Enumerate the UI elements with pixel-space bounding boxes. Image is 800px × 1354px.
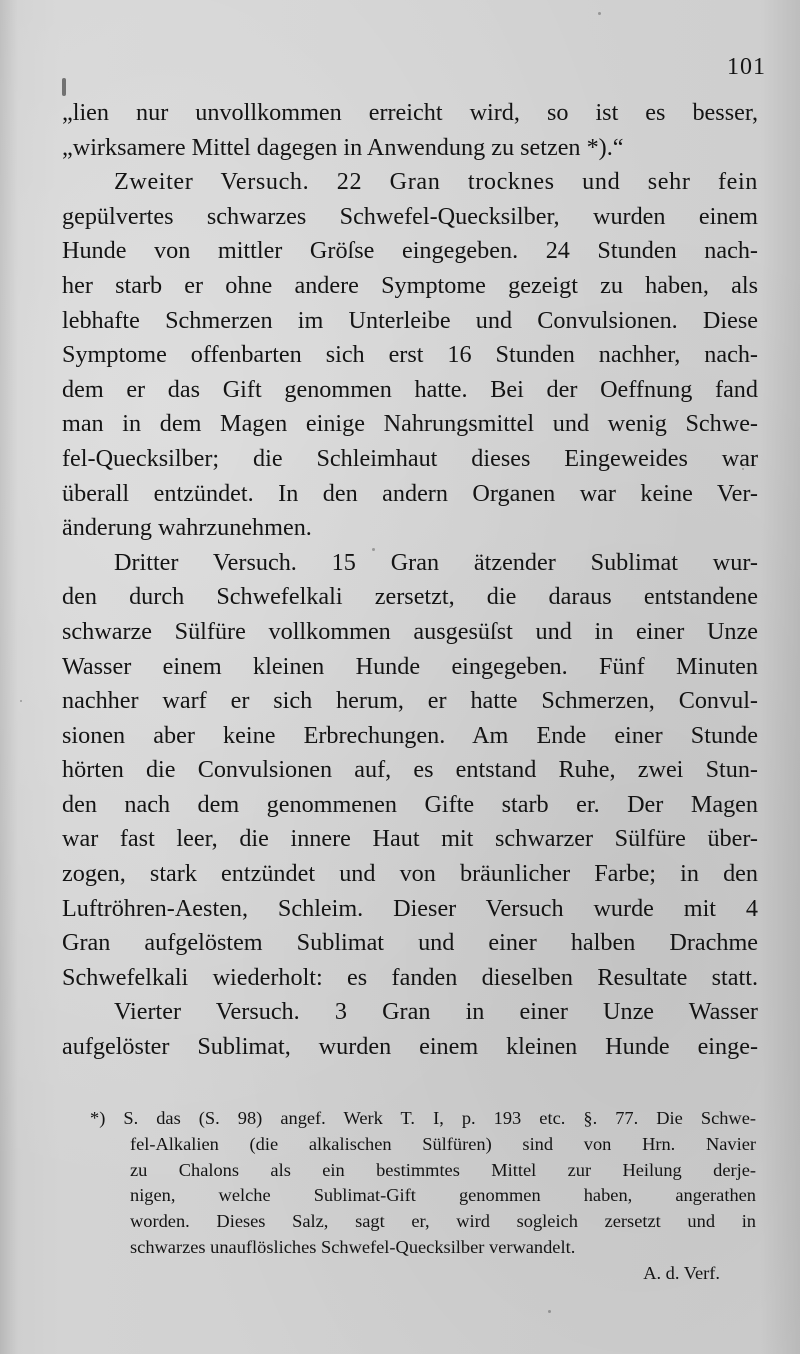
text-line: Vierter Versuch. 3 Gran in einer Unze Wasser [114, 998, 758, 1026]
text-line: Wasser einem kleinen Hunde eingegeben. Fünf Minuten [62, 652, 758, 680]
footnote-line: worden. Dieses Salz, sagt er, wird sogleich zersetzt und in [130, 1211, 756, 1232]
text-line: her starb er ohne andere Symptome gezeigt zu haben, als [62, 271, 758, 299]
page-number: 101 [727, 54, 766, 80]
paper-speck [372, 548, 375, 551]
text-line: Schwefelkali wiederholt: es fanden dieselben Resultate statt. [62, 963, 758, 991]
text-line: Dritter Versuch. 15 Gran ätzender Sublimat wur- [114, 548, 758, 576]
footnote [88, 1106, 756, 1287]
footnote-signature: A. d. Verf. [643, 1262, 720, 1283]
text-line: nachher warf er sich herum, er hatte Schmerzen, Convul- [62, 687, 758, 715]
footnote-line: *) S. das (S. 98) angef. Werk T. I, p. 193 etc. §. 77. Die Schwe- [90, 1108, 756, 1128]
footnote-line: schwarzes unauflösliches Schwefel-Quecksilber verwandelt. [130, 1236, 576, 1257]
text-line: hörten die Convulsionen auf, es entstand Ruhe, zwei Stun- [62, 756, 758, 784]
text-line: Symptome offenbarten sich erst 16 Stunden nachher, nach- [62, 341, 758, 369]
footnote-line: zu Chalons als ein bestimmtes Mittel zur Heilung derje- [130, 1159, 756, 1180]
text-line: fel-Quecksilber; die Schleimhaut dieses Eingeweides war [62, 444, 758, 472]
footnote-line: nigen, welche Sublimat-Gift genommen haben, angerathen [130, 1185, 756, 1206]
text-line: änderung wahrzunehmen. [62, 514, 312, 542]
paper-speck [62, 78, 66, 96]
text-line: man in dem Magen einige Nahrungsmittel und wenig Schwe- [62, 410, 758, 438]
paper-speck [548, 1310, 551, 1313]
text-line: sionen aber keine Erbrechungen. Am Ende einer Stunde [62, 721, 758, 749]
footnote-line: fel-Alkalien (die alkalischen Sülfüren) sind von Hrn. Navier [130, 1133, 756, 1154]
text-line: Gran aufgelöstem Sublimat und einer halben Drachme [62, 929, 758, 957]
text-line: überall entzündet. In den andern Organen war keine Ver- [62, 479, 758, 507]
text-line: den nach dem genommenen Gifte starb er. Der Magen [62, 790, 758, 818]
text-line: aufgelöster Sublimat, wurden einem kleinen Hunde einge- [62, 1033, 758, 1061]
text-line: „wirksamere Mittel dagegen in Anwendung zu setzen *).“ [62, 133, 624, 161]
paper-speck [598, 12, 601, 15]
text-line: gepülvertes schwarzes Schwefel-Quecksilber, wurden einem [62, 202, 758, 230]
text-line: lebhafte Schmerzen im Unterleibe und Convulsionen. Diese [62, 306, 758, 334]
main-text [62, 96, 758, 1065]
text-line: Zweiter Versuch. 22 Gran trocknes und sehr fein [114, 168, 758, 196]
text-line: zogen, stark entzündet und von bräunlicher Farbe; in den [62, 860, 758, 888]
text-line: Luftröhren-Aesten, Schleim. Dieser Versuch wurde mit 4 [62, 894, 758, 922]
text-line: „lien nur unvollkommen erreicht wird, so ist es besser, [62, 99, 758, 126]
text-line: schwarze Sülfüre vollkommen ausgesüſst und in einer Unze [62, 617, 758, 645]
text-line: Hunde von mittler Gröſse eingegeben. 24 Stunden nach- [62, 237, 758, 265]
text-line: den durch Schwefelkali zersetzt, die daraus entstandene [62, 583, 758, 611]
text-line: war fast leer, die innere Haut mit schwarzer Sülfüre über- [62, 825, 758, 853]
text-line: dem er das Gift genommen hatte. Bei der Oeffnung fand [62, 375, 758, 403]
paper-speck [742, 468, 744, 470]
paper-speck [20, 700, 22, 702]
